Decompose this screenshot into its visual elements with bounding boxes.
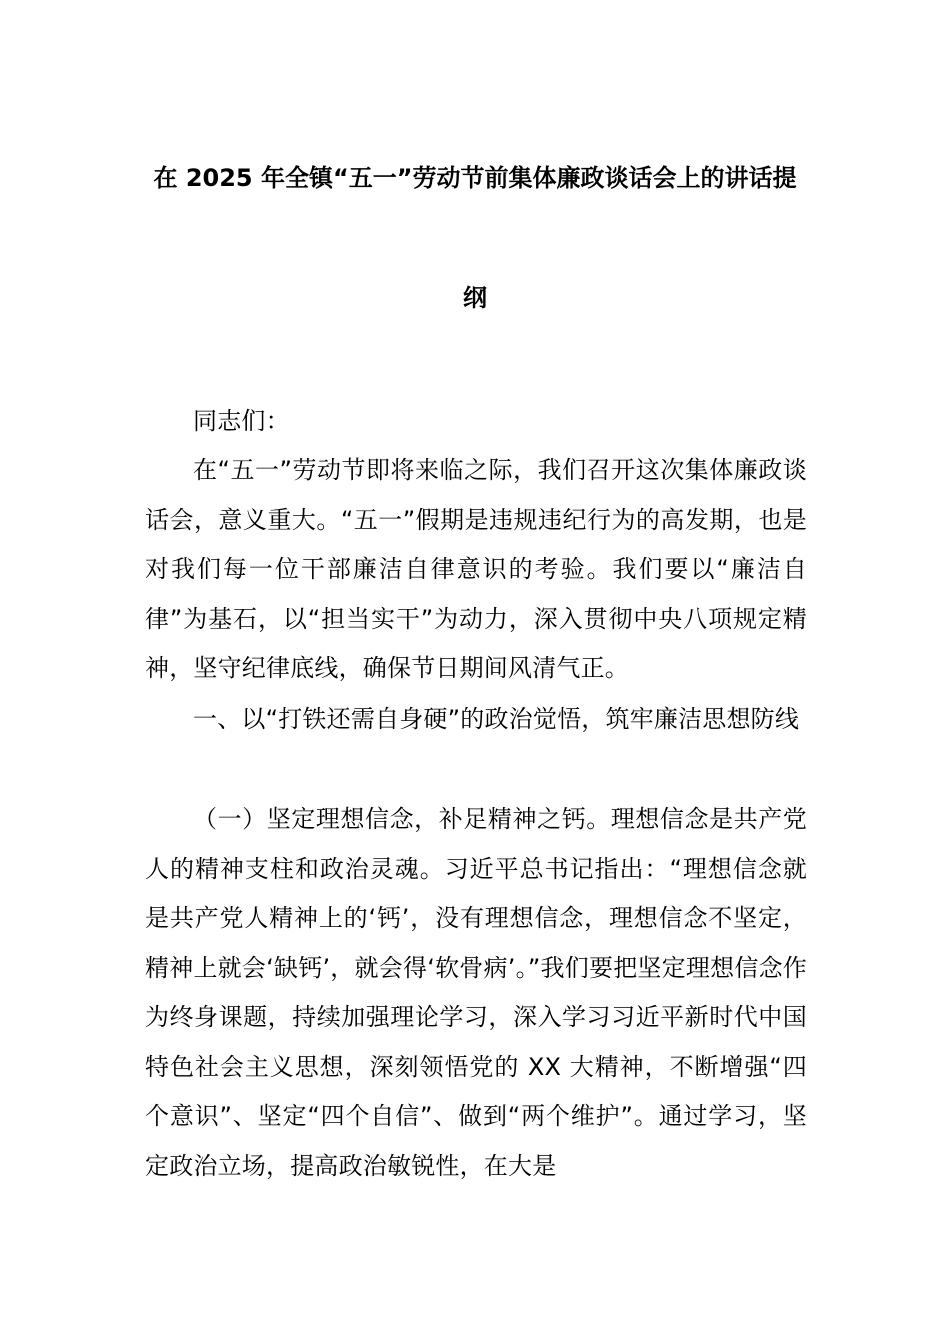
section-heading-1-text: 一、以“打铁还需自身硬”的政治觉悟，筑牢廉洁思想防线 (193, 705, 800, 733)
paragraph-subsection-1-text: （一）坚定理想信念，补足精神之钙。理想信念是共产党人的精神支柱和政治灵魂。习近平总书记指出：“理想信念就是共产党人精神上的‘钙’，没有理想信念，理想信念不坚定，精神上就会‘缺钙’，就会得‘软骨病’。”我们要把坚定理想信念作为终身课题，持续加强理论学习，深入学习习近平新时代中国特色社会主义思想，深刻领悟党的 XX 大精神，不断增强“四个意识”、坚定“四个自信”、做到“两个维护”。通过学习，坚定政治立场，提高政治敏锐性，在大是 (145, 805, 807, 1180)
paragraph-subsection-1 (145, 795, 807, 1191)
document-title-line-2: 纲 (463, 284, 487, 312)
paragraph-intro (145, 446, 807, 694)
greeting (145, 397, 807, 447)
paragraph-intro-text: 在“五一”劳动节即将来临之际，我们召开这次集体廉政谈话会，意义重大。“五一”假期是违规违纪行为的高发期，也是对我们每一位干部廉洁自律意识的考验。我们要以“廉洁自律”为基石，以“担当实干”为动力，深入贯彻中央八项规定精神，坚守纪律底线，确保节日期间风清气正。 (145, 456, 807, 682)
document-title-line-1: 在 2025 年全镇“五一”劳动节前集体廉政谈话会上的讲话提 (153, 164, 797, 192)
greeting-text: 同志们： (193, 407, 290, 435)
section-heading-1 (145, 695, 807, 745)
